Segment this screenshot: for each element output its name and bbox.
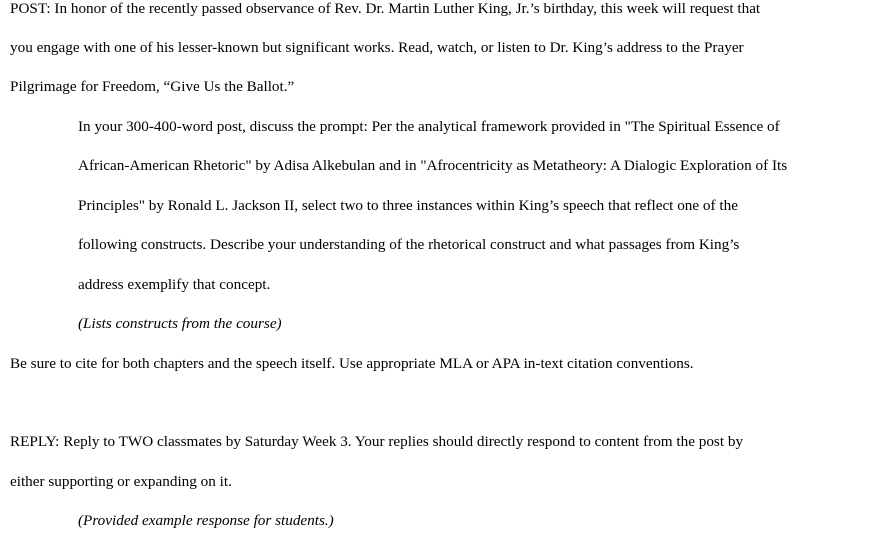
prompt-line-2: African-American Rhetoric" by Adisa Alkebulan and in "Afrocentricity as Metatheory: A Dialogic Exploration of Its — [78, 157, 788, 174]
example-response-note: (Provided example response for students.) — [78, 512, 334, 529]
post-line-1: POST: In honor of the recently passed observance of Rev. Dr. Martin Luther King, Jr.’s birthday, this week will request that — [10, 0, 761, 17]
prompt-line-5: address exemplify that concept. — [78, 276, 271, 293]
citation-instruction: Be sure to cite for both chapters and the speech itself. Use appropriate MLA or APA in-text citation conventions. — [10, 355, 694, 372]
prompt-line-3: Principles" by Ronald L. Jackson II, select two to three instances within King’s speech that reflect one of the — [78, 197, 738, 214]
post-line-3: Pilgrimage for Freedom, “Give Us the Ballot.” — [10, 78, 295, 95]
reply-line-2: either supporting or expanding on it. — [10, 473, 232, 490]
prompt-line-4: following constructs. Describe your understanding of the rhetorical construct and what passages from King’s — [78, 236, 740, 253]
post-line-2: you engage with one of his lesser-known but significant works. Read, watch, or listen to Dr. King’s address to the Prayer — [10, 39, 744, 56]
reply-line-1: REPLY: Reply to TWO classmates by Saturday Week 3. Your replies should directly respond to content from the post by — [10, 433, 744, 450]
constructs-note: (Lists constructs from the course) — [78, 315, 282, 332]
prompt-line-1: In your 300-400-word post, discuss the prompt: Per the analytical framework provided in "The Spiritual Essence of — [78, 118, 780, 135]
